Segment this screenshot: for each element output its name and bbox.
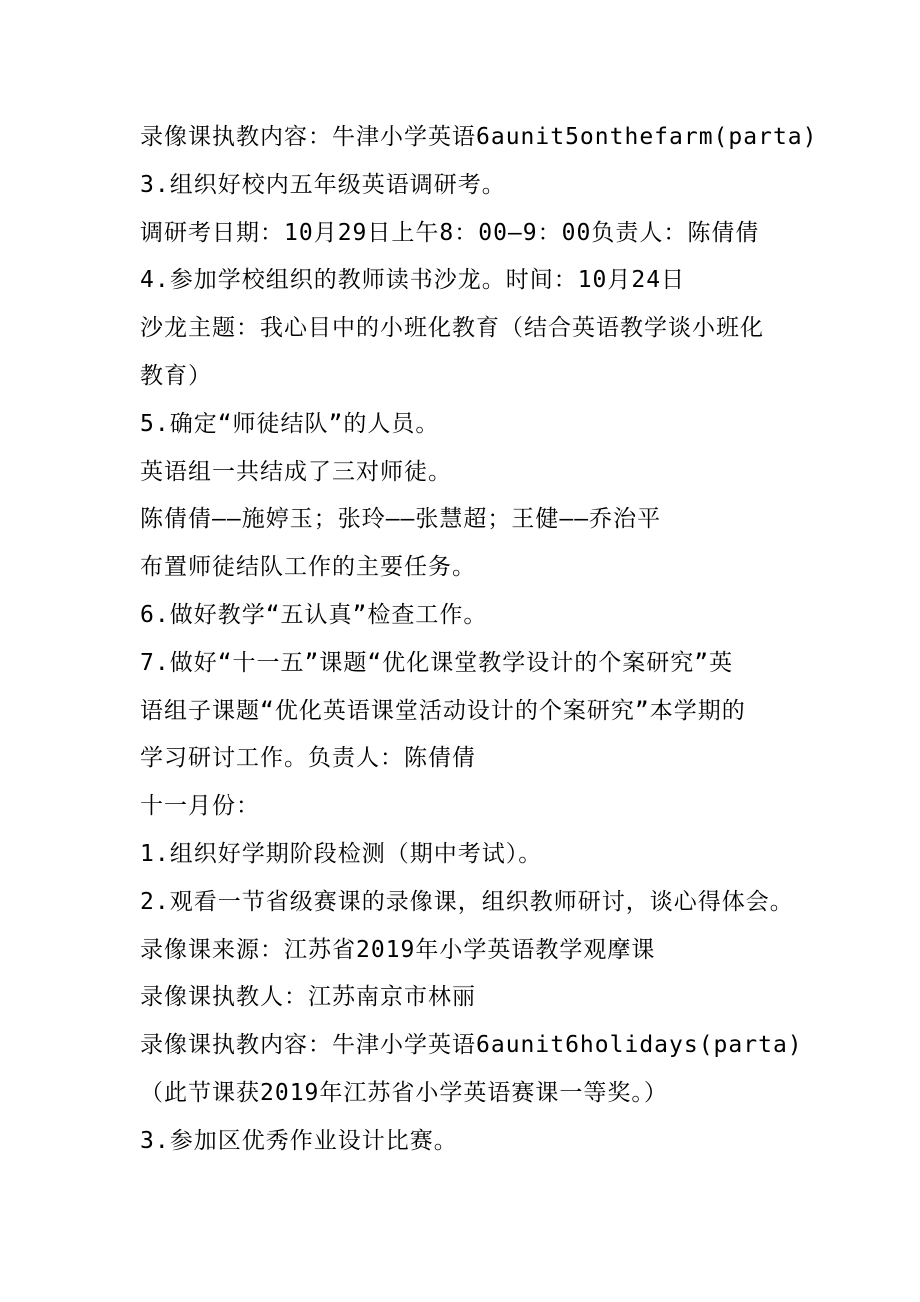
text-line: 7.做好“十一五”课题“优化课堂教学设计的个案研究”英 [140,649,734,676]
text-line: 陈倩倩——施婷玉；张玲——张慧超；王健——乔治平 [140,506,662,533]
text-line: 4.参加学校组织的教师读书沙龙。时间：10月24日 [140,267,686,294]
text-line: 布置师徒结队工作的主要任务。 [140,554,476,581]
text-line: 教育） [140,363,212,389]
text-line: 5.确定“师徒结队”的人员。 [140,410,440,437]
text-line: 沙龙主题：我心目中的小班化教育（结合英语教学谈小班化 [140,315,764,342]
text-line: 英语组一共结成了三对师徒。 [140,458,452,485]
text-line: 录像课执教内容：牛津小学英语6aunit5onthefarm(parta) [140,124,818,150]
text-line: 十一月份： [140,793,260,820]
text-line: 学习研讨工作。负责人：陈倩倩 [140,745,476,772]
text-line: 录像课执教内容：牛津小学英语6aunit6holidays(parta) [140,1032,803,1059]
text-line: 录像课来源：江苏省2019年小学英语教学观摩课 [140,936,656,963]
text-line: 3.参加区优秀作业设计比赛。 [140,1127,458,1154]
text-line: 2.观看一节省级赛课的录像课，组织教师研讨，谈心得体会。 [140,888,794,915]
text-line: 录像课执教人：江苏南京市林丽 [140,984,476,1011]
text-line: 1.组织好学期阶段检测（期中考试）。 [140,841,543,867]
text-line: 调研考日期：10月29日上午8：00—9：00负责人：陈倩倩 [140,219,760,246]
text-line: 语组子课题“优化英语课堂活动设计的个案研究”本学期的 [140,697,746,724]
text-line: 6.做好教学“五认真”检查工作。 [140,602,488,628]
text-line: 3.组织好校内五年级英语调研考。 [140,171,506,198]
text-line: （此节课获2019年江苏省小学英语赛课一等奖。） [140,1080,668,1106]
